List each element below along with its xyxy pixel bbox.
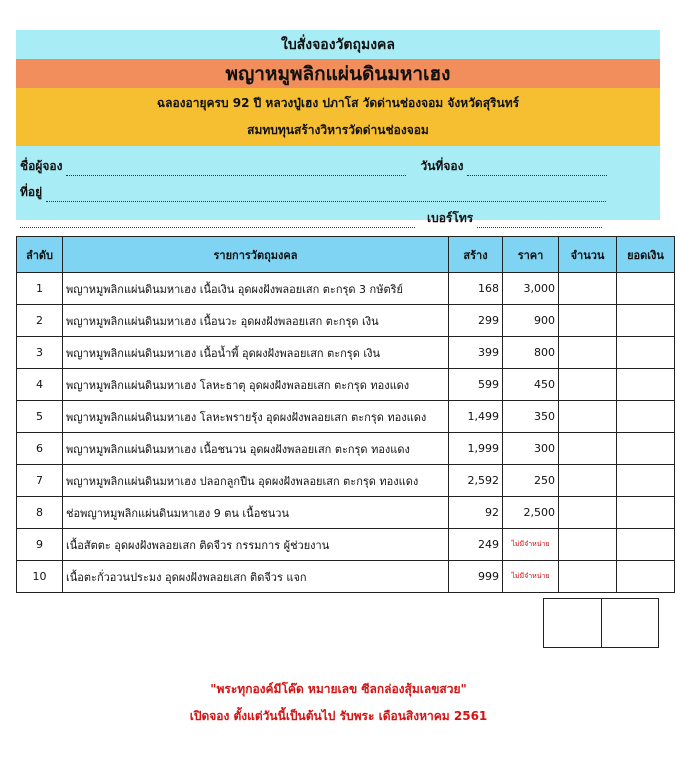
row-qty-cell[interactable] bbox=[559, 337, 617, 369]
row-price: 450 bbox=[503, 369, 559, 401]
table-row bbox=[17, 305, 675, 337]
row-item: พญาหมูพลิกแผ่นดินมหาเฮง เนื้อนวะ อุดผงฝังพลอยเสก ตะกรุด เงิน bbox=[63, 305, 449, 337]
address-continued-field[interactable] bbox=[20, 215, 415, 228]
purpose-text: สมทบทุนสร้างวิหารวัดด่านช่องจอม bbox=[247, 123, 429, 137]
address-field[interactable] bbox=[46, 189, 606, 202]
occasion-banner bbox=[16, 88, 660, 146]
row-no: 3 bbox=[17, 337, 63, 369]
row-price: ไม่มีจำหน่าย bbox=[503, 529, 559, 561]
row-item: เนื้อสัตตะ อุดผงฝังพลอยเสก ติดจีวร กรรมการ ผู้ช่วยงาน bbox=[63, 529, 449, 561]
row-no: 9 bbox=[17, 529, 63, 561]
row-no: 7 bbox=[17, 465, 63, 497]
row-made: 599 bbox=[449, 369, 503, 401]
row-amount-cell[interactable] bbox=[617, 433, 675, 465]
row-price: 350 bbox=[503, 401, 559, 433]
row-qty-cell[interactable] bbox=[559, 273, 617, 305]
row-price: 900 bbox=[503, 305, 559, 337]
row-amount-cell[interactable] bbox=[617, 465, 675, 497]
table-row bbox=[17, 529, 675, 561]
name-date-line bbox=[20, 150, 656, 176]
row-price: 800 bbox=[503, 337, 559, 369]
row-amount-cell[interactable] bbox=[617, 305, 675, 337]
row-made: 299 bbox=[449, 305, 503, 337]
row-item: พญาหมูพลิกแผ่นดินมหาเฮง เนื้อชนวน อุดผงฝังพลอยเสก ตะกรุด ทองแดง bbox=[63, 433, 449, 465]
total-boxes bbox=[543, 598, 659, 648]
row-item: พญาหมูพลิกแผ่นดินมหาเฮง เนื้อเงิน อุดผงฝังพลอยเสก ตะกรุด 3 กษัตริย์ bbox=[63, 273, 449, 305]
row-amount-cell[interactable] bbox=[617, 369, 675, 401]
row-no: 4 bbox=[17, 369, 63, 401]
row-item: พญาหมูพลิกแผ่นดินมหาเฮง เนื้อน้ำพี้ อุดผงฝังพลอยเสก ตะกรุด เงิน bbox=[63, 337, 449, 369]
phone-label: เบอร์โทร bbox=[427, 211, 474, 225]
table-row bbox=[17, 337, 675, 369]
row-qty-cell[interactable] bbox=[559, 305, 617, 337]
row-amount-cell[interactable] bbox=[617, 337, 675, 369]
name-label: ชื่อผู้จอง bbox=[20, 159, 63, 173]
table-row bbox=[17, 497, 675, 529]
row-made: 399 bbox=[449, 337, 503, 369]
col-header-price: ราคา bbox=[503, 237, 559, 273]
col-header-made: สร้าง bbox=[449, 237, 503, 273]
row-item: พญาหมูพลิกแผ่นดินมหาเฮง โลหะธาตุ อุดผงฝังพลอยเสก ตะกรุด ทองแดง bbox=[63, 369, 449, 401]
row-qty-cell[interactable] bbox=[559, 369, 617, 401]
phone-line bbox=[20, 202, 656, 228]
row-made: 168 bbox=[449, 273, 503, 305]
row-item: พญาหมูพลิกแผ่นดินมหาเฮง ปลอกลูกปืน อุดผงฝังพลอยเสก ตะกรุด ทองแดง bbox=[63, 465, 449, 497]
table-row bbox=[17, 433, 675, 465]
table-row bbox=[17, 273, 675, 305]
row-amount-cell[interactable] bbox=[617, 561, 675, 593]
row-made: 92 bbox=[449, 497, 503, 529]
total-qty-cell[interactable] bbox=[543, 598, 602, 648]
name-field[interactable] bbox=[66, 163, 406, 176]
row-no: 8 bbox=[17, 497, 63, 529]
booking-note: เปิดจอง ตั้งแต่วันนี้เป็นต้นไป รับพระ เดือนสิงหาคม 2561 bbox=[189, 709, 488, 723]
row-no: 5 bbox=[17, 401, 63, 433]
row-made: 2,592 bbox=[449, 465, 503, 497]
order-form-header bbox=[16, 30, 660, 225]
row-price: 3,000 bbox=[503, 273, 559, 305]
table-row bbox=[17, 465, 675, 497]
address-label: ที่อยู่ bbox=[20, 185, 43, 199]
customer-fields bbox=[16, 146, 660, 228]
row-amount-cell[interactable] bbox=[617, 529, 675, 561]
total-amount-cell[interactable] bbox=[602, 598, 660, 648]
date-field[interactable] bbox=[467, 163, 607, 176]
row-no: 2 bbox=[17, 305, 63, 337]
row-amount-cell[interactable] bbox=[617, 497, 675, 529]
row-item: พญาหมูพลิกแผ่นดินมหาเฮง โลหะพรายรุ้ง อุดผงฝังพลอยเสก ตะกรุด ทองแดง bbox=[63, 401, 449, 433]
row-amount-cell[interactable] bbox=[617, 273, 675, 305]
row-price: ไม่มีจำหน่าย bbox=[503, 561, 559, 593]
occasion-text: ฉลองอายุครบ 92 ปี หลวงปู่เฮง ปภาโส วัดด่านช่องจอม จังหวัดสุรินทร์ bbox=[156, 96, 520, 110]
row-no: 1 bbox=[17, 273, 63, 305]
row-made: 999 bbox=[449, 561, 503, 593]
row-qty-cell[interactable] bbox=[559, 465, 617, 497]
table-header-row bbox=[17, 237, 675, 273]
row-qty-cell[interactable] bbox=[559, 433, 617, 465]
row-made: 249 bbox=[449, 529, 503, 561]
table-row bbox=[17, 369, 675, 401]
row-price: 2,500 bbox=[503, 497, 559, 529]
row-no: 10 bbox=[17, 561, 63, 593]
col-header-amount: ยอดเงิน bbox=[617, 237, 675, 273]
row-qty-cell[interactable] bbox=[559, 561, 617, 593]
row-item: ช่อพญาหมูพลิกแผ่นดินมหาเฮง 9 ตน เนื้อชนวน bbox=[63, 497, 449, 529]
row-item: เนื้อตะกั่วอวนประมง อุดผงฝังพลอยเสก ติดจีวร แจก bbox=[63, 561, 449, 593]
row-price: 250 bbox=[503, 465, 559, 497]
date-label: วันที่จอง bbox=[420, 159, 464, 173]
form-title: ใบสั่งจองวัตถุมงคล bbox=[281, 36, 395, 53]
table-row bbox=[17, 561, 675, 593]
row-price: 300 bbox=[503, 433, 559, 465]
row-made: 1,999 bbox=[449, 433, 503, 465]
address-line bbox=[20, 176, 656, 202]
row-no: 6 bbox=[17, 433, 63, 465]
col-header-item: รายการวัตถุมงคล bbox=[63, 237, 449, 273]
row-made: 1,499 bbox=[449, 401, 503, 433]
order-table bbox=[16, 236, 675, 593]
amulet-name-banner: พญาหมูพลิกแผ่นดินมหาเฮง bbox=[16, 59, 660, 88]
row-amount-cell[interactable] bbox=[617, 401, 675, 433]
row-qty-cell[interactable] bbox=[559, 401, 617, 433]
phone-field[interactable] bbox=[477, 215, 602, 228]
row-qty-cell[interactable] bbox=[559, 497, 617, 529]
code-note: "พระทุกองค์มีโค๊ด หมายเลข ซีลกล่องสุ้มเลขสวย" bbox=[210, 682, 467, 696]
table-row bbox=[17, 401, 675, 433]
row-qty-cell[interactable] bbox=[559, 529, 617, 561]
col-header-no: ลำดับ bbox=[17, 237, 63, 273]
col-header-qty: จำนวน bbox=[559, 237, 617, 273]
